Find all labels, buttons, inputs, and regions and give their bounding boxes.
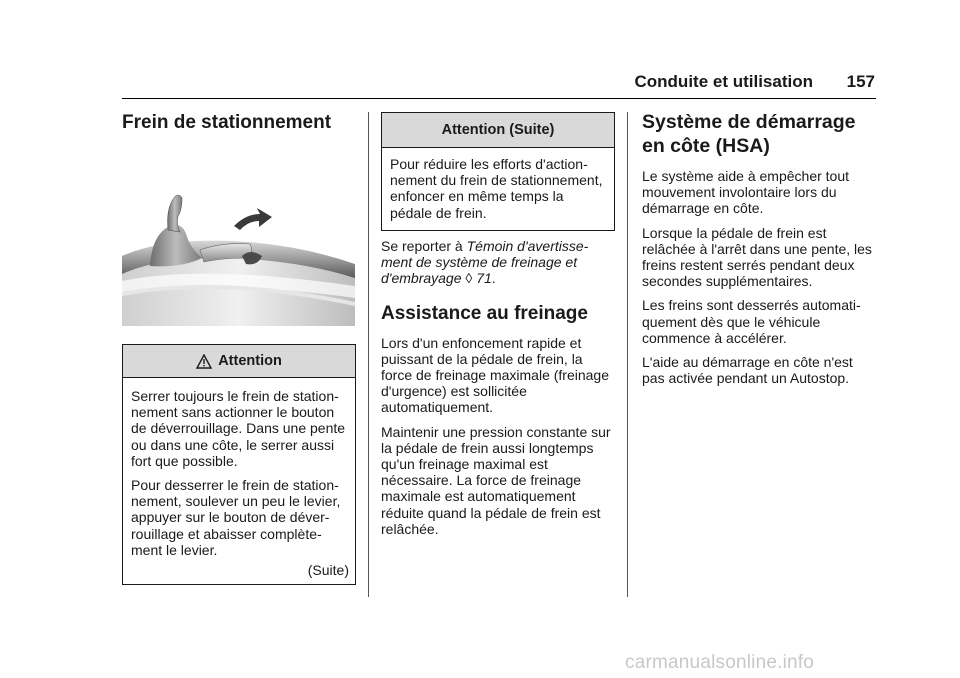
ref-link[interactable]: Témoin d'avertisse-ment de système de freinage et d'embrayage xyxy=(381,238,589,287)
body-paragraph: Lors d'un enfoncement rapide et puissant de la pédale de frein, la force de freinage maximale (freinage d'urgence) est sollicitée automatiquement. xyxy=(381,334,610,416)
parking-brake-illustration xyxy=(122,186,355,326)
ref-prefix: Se reporter à xyxy=(381,238,467,254)
warning-box-continued xyxy=(381,112,615,231)
body-paragraph: Les freins sont desserrés automati-quement dès que le véhicule commence à accélérer. xyxy=(642,297,861,346)
column-2 xyxy=(381,238,613,537)
warning-body xyxy=(382,148,614,230)
running-head xyxy=(620,72,875,96)
watermark: carmanualsonline.info xyxy=(625,652,815,673)
warning-body xyxy=(123,378,355,584)
hill-start-heading: Système de démarrage en côte (HSA) xyxy=(642,111,856,157)
page-ref-icon: ◊ xyxy=(465,270,473,287)
body-paragraph: Lorsque la pédale de frein est relâchée à l'arrêt dans une pente, les freins restent serrés pendant deux secondes supplémentaires. xyxy=(642,224,872,290)
warning-paragraph: Serrer toujours le frein de station-nement sans actionner le bouton de déverrouillage. Dans une pente ou dans une côte, le serrer aussi fort que possible. xyxy=(131,388,346,469)
warning-triangle-icon xyxy=(196,354,212,369)
ref-suffix: . xyxy=(491,270,496,287)
continued-label: (Suite) xyxy=(307,562,349,579)
cross-reference xyxy=(381,238,613,287)
column-divider-right xyxy=(627,112,628,597)
body-paragraph: Maintenir une pression constante sur la pédale de frein aussi longtemps qu'un freinage maximal est nécessaire. La force de freinage maximale est automatiquement réduite quand la pédale de frein est relâchée. xyxy=(381,423,611,537)
section-title: Conduite et utilisation xyxy=(634,72,813,91)
warning-paragraph: Pour réduire les efforts d'action-nement du frein de stationnement, enfoncer en même temps la pédale de frein. xyxy=(390,156,603,221)
warning-box-parking-brake xyxy=(122,344,356,585)
brake-assist-heading: Assistance au freinage xyxy=(381,302,588,324)
header-rule xyxy=(122,98,876,99)
warning-label: Attention xyxy=(218,353,282,369)
body-paragraph: Le système aide à empêcher tout mouvement involontaire lors du démarrage en côte. xyxy=(642,168,850,217)
column-3 xyxy=(642,110,876,386)
ref-page[interactable]: 71 xyxy=(476,270,492,287)
warning-paragraph: Pour desserrer le frein de station-nement, soulever un peu le levier, appuyer sur le bouton de déver-rouillage et abaisser complète-ment le levier. xyxy=(131,477,341,558)
warning-label: Attention (Suite) xyxy=(441,122,555,138)
warning-header xyxy=(382,113,614,148)
page-number: 157 xyxy=(846,72,875,91)
warning-header xyxy=(123,345,355,378)
parking-brake-heading: Frein de stationnement xyxy=(122,112,332,133)
column-divider-left xyxy=(368,112,369,597)
body-paragraph: L'aide au démarrage en côte n'est pas activée pendant un Autostop. xyxy=(642,354,853,387)
